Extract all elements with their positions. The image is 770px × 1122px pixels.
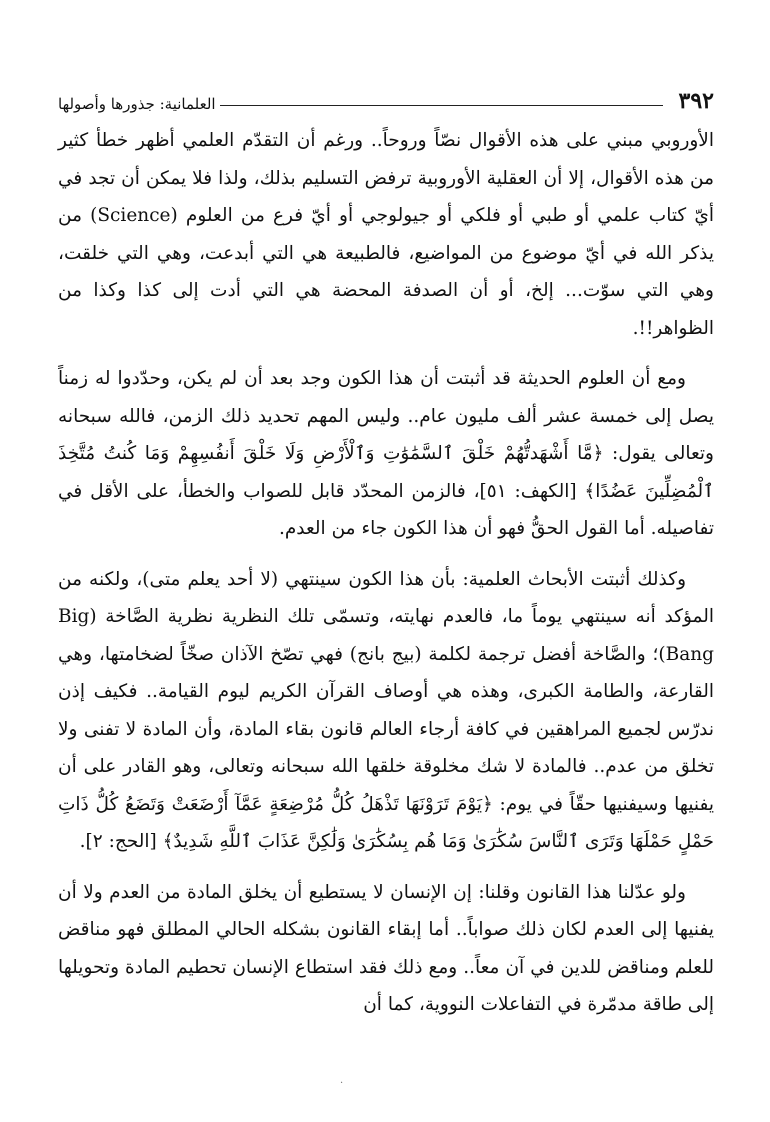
paragraph-4: ولو عدّلنا هذا القانون وقلنا: إن الإنسان لا يستطيع أن يخلق المادة من العدم ولا أن يفنيها إلى العدم لكان ذلك صواباً.. أما إبقاء القانون بشكله الحالي المطلق فهو مناقض للعلم ومناقض للدين في آن معاً.. ومع ذلك فقد استطاع الإنسان تحطيم المادة وتحويلها إلى طاقة مدمّرة في التفاعلات النووية، كما أن [58, 881, 714, 1015]
footer-mark: · [340, 1078, 344, 1089]
body-text [58, 122, 714, 1024]
page-number: ٣٩٢ [678, 88, 714, 114]
header-rule [220, 105, 663, 106]
paragraph-2: ومع أن العلوم الحديثة قد أثبتت أن هذا الكون وجد بعد أن لم يكن، وحدّدوا له زمناً يصل إلى خمسة عشر ألف مليون عام.. وليس المهم تحديد ذلك الزمن، فالله سبحانه وتعالى يقول: ﴿مَّا أَشْهَدتُّهُمْ خَلْقَ ٱلسَّمَٰوَٰتِ وَٱلْأَرْضِ وَلَا خَلْقَ أَنفُسِهِمْ وَمَا كُنتُ مُتَّخِذَ ٱلْمُضِلِّينَ عَضُدًا﴾ [الكهف: ٥١]، فالزمن المحدّد قابل للصواب والخطأ، على الأقل في تفاصيله. أما القول الحقُّ فهو أن هذا الكون جاء من العدم. [58, 368, 714, 539]
book-title: العلمانية: جذورها وأصولها [58, 95, 216, 113]
running-header [58, 78, 714, 112]
paragraph-3: وكذلك أثبتت الأبحاث العلمية: بأن هذا الكون سينتهي (لا أحد يعلم متى)، ولكنه من المؤكد أنه سينتهي يوماً ما، فالعدم نهايته، وتسمّى تلك النظرية نظرية الصَّاخة (Big Bang)؛ والصَّاخة أفضل ترجمة لكلمة (بيج بانج) فهي تصّخ الآذان صخّاً لضخامتها، وهي القارعة، والطامة الكبرى، وهذه هي أوصاف القرآن الكريم ليوم القيامة.. فكيف إذن ندرّس لجميع المراهقين في كافة أرجاء العالم قانون بقاء المادة، وأن المادة لا تفنى ولا تخلق من عدم.. فالمادة لا شك مخلوقة خلقها الله سبحانه وتعالى، وهو القادر على أن يفنيها وسيفنيها حقّاً في يوم: ﴿يَوْمَ تَرَوْنَهَا تَذْهَلُ كُلُّ مُرْضِعَةٍ عَمَّآ أَرْضَعَتْ وَتَضَعُ كُلُّ ذَاتِ حَمْلٍ حَمْلَهَا وَتَرَى ٱلنَّاسَ سُكَٰرَىٰ وَمَا هُم بِسُكَٰرَىٰ وَلَٰكِنَّ عَذَابَ ٱللَّهِ شَدِيدٌ﴾ [الحج: ٢]. [58, 568, 714, 852]
paragraph-1: الأوروبي مبني على هذه الأقوال نصّاً وروحاً.. ورغم أن التقدّم العلمي أظهر خطأ كثير من هذه الأقوال، إلا أن العقلية الأوروبية ترفض التسليم بذلك، ولذا فلا يمكن أن تجد في أيّ كتاب علمي أو طبي أو فلكي أو جيولوجي أو أيّ فرع من العلوم (Science) من يذكر الله في أيّ موضوع من المواضيع، فالطبيعة هي التي أبدعت، وهي التي خلقت، وهي التي سوّت... إلخ، أو أن الصدفة المحضة هي التي أدت إلى كذا وكذا من الظواهر!!. [58, 130, 715, 339]
